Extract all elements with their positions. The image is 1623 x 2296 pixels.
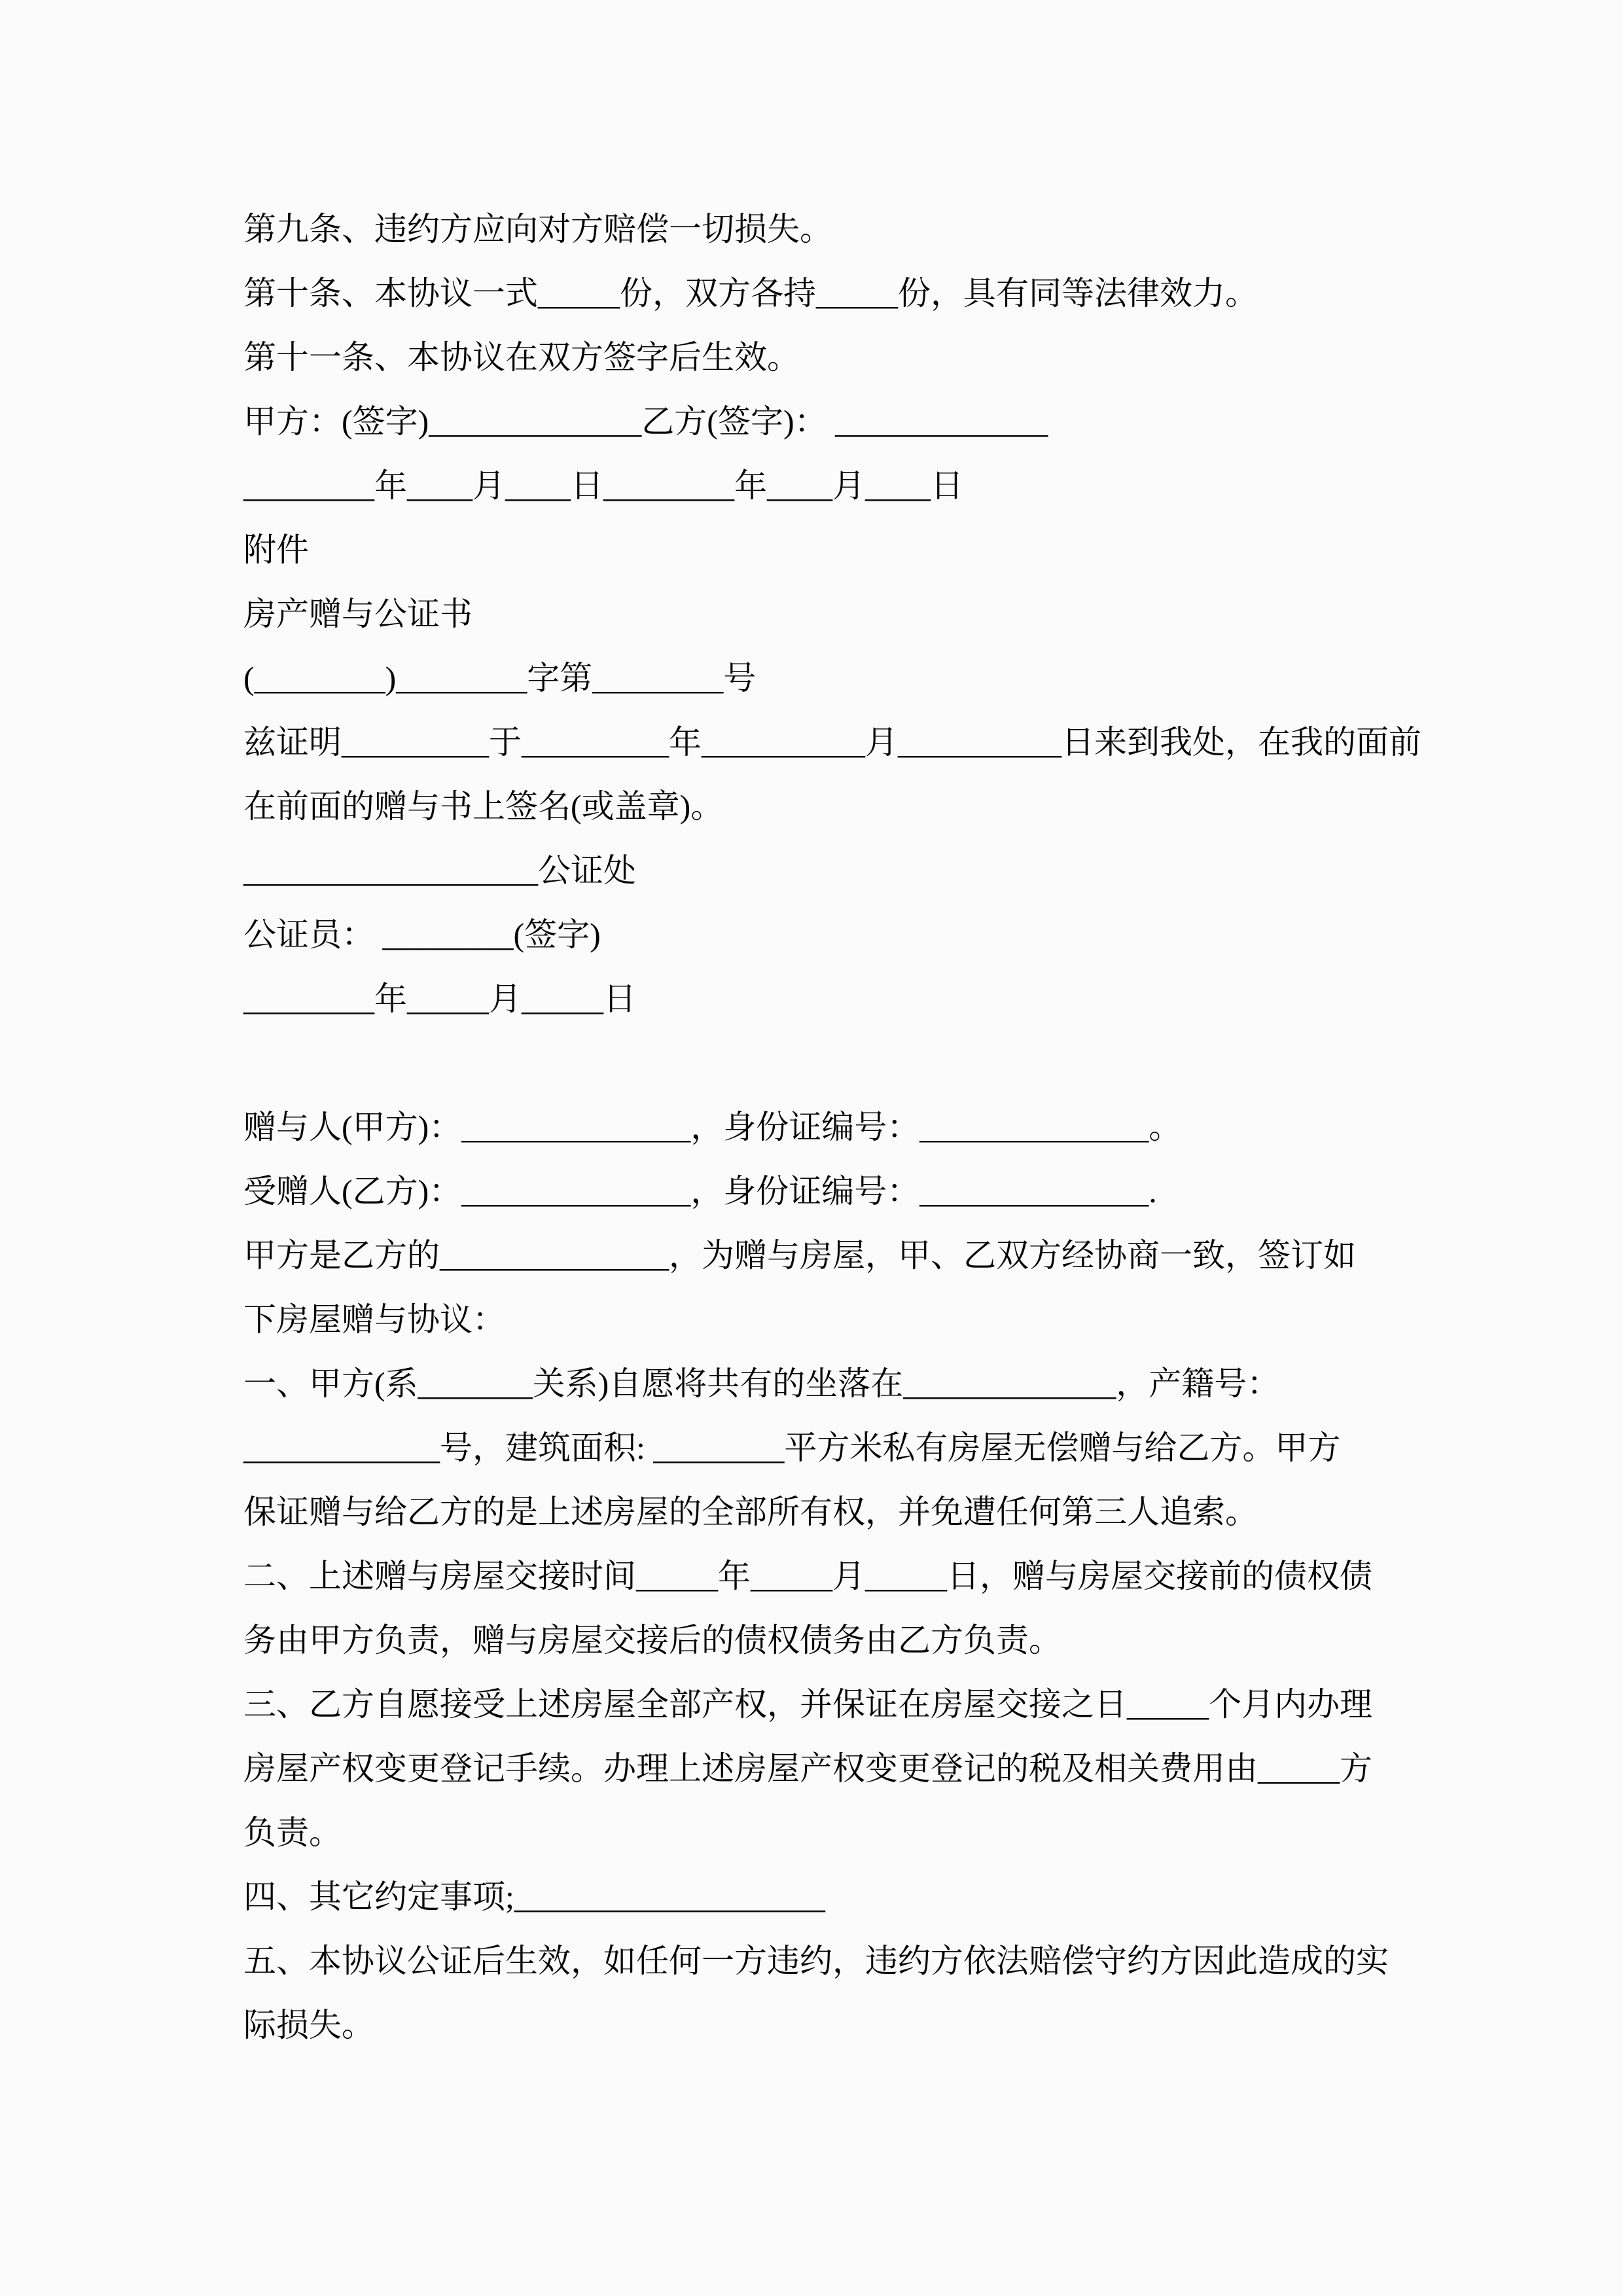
line-donee-party-b: 受赠人(乙方)：______________，身份证编号：______________. [243,1173,1157,1210]
line-clause-4: 四、其它约定事项;___________________ [243,1878,825,1915]
line-clause-10: 第十条、本协议一式_____份，双方各持_____份，具有同等法律效力。 [243,275,1258,312]
line-certify-statement: 兹证明_________于_________年__________月__________日来到我处，在我的面前 [243,724,1421,761]
line-clause-3-part2: 房屋产权变更登记手续。办理上述房屋产权变更登记的税及相关费用由_____方 [243,1750,1372,1787]
line-signatures: 甲方：(签字)_____________乙方(签字)： _____________ [243,403,1048,440]
line-clause-2-part1: 二、上述赠与房屋交接时间_____年_____月_____日，赠与房屋交接前的债权债 [243,1558,1372,1594]
line-donor-party-a: 赠与人(甲方)：______________，身份证编号：______________。 [243,1109,1182,1145]
line-clause-2-part2: 务由甲方负责，赠与房屋交接后的债权债务由乙方负责。 [243,1622,1061,1659]
line-blank-spacer [243,1031,1472,1095]
line-sign-statement: 在前面的赠与书上签名(或盖章)。 [243,788,724,825]
line-clause-1-part3: 保证赠与给乙方的是上述房屋的全部所有权，并免遭任何第三人追索。 [243,1494,1258,1530]
line-notary-officer: 公证员： ________(签字) [243,916,601,953]
line-clause-3-part1: 三、乙方自愿接受上述房屋全部产权，并保证在房屋交接之日_____个月内办理 [243,1686,1372,1723]
line-relationship-intro: 甲方是乙方的______________，为赠与房屋，甲、乙双方经协商一致，签订如 [243,1237,1356,1274]
line-clause-5-part2: 际损失。 [243,2007,374,2043]
line-clause-5-part1: 五、本协议公证后生效，如任何一方违约，违约方依法赔偿守约方因此造成的实 [243,1943,1389,1979]
line-clause-11: 第十一条、本协议在双方签字后生效。 [243,339,800,376]
line-signature-dates: ________年____月____日________年____月____日 [243,467,963,504]
line-notary-office: __________________公证处 [243,852,636,889]
line-cert-number: (________)________字第________号 [243,660,757,696]
line-attachment-label: 附件 [243,531,309,568]
line-clause-9: 第九条、违约方应向对方赔偿一切损失。 [243,211,832,247]
line-agreement-intro: 下房屋赠与协议： [243,1301,505,1338]
line-clause-1-part1: 一、甲方(系_______关系)自愿将共有的坐落在_____________，产籍号： [243,1365,1280,1402]
line-clause-3-part3: 负责。 [243,1814,342,1851]
line-notary-cert-title: 房产赠与公证书 [243,596,473,632]
line-clause-1-part2: ____________号，建筑面积: ________平方米私有房屋无偿赠与给乙方。甲方 [243,1429,1341,1466]
line-notary-date: ________年_____月_____日 [243,980,636,1017]
